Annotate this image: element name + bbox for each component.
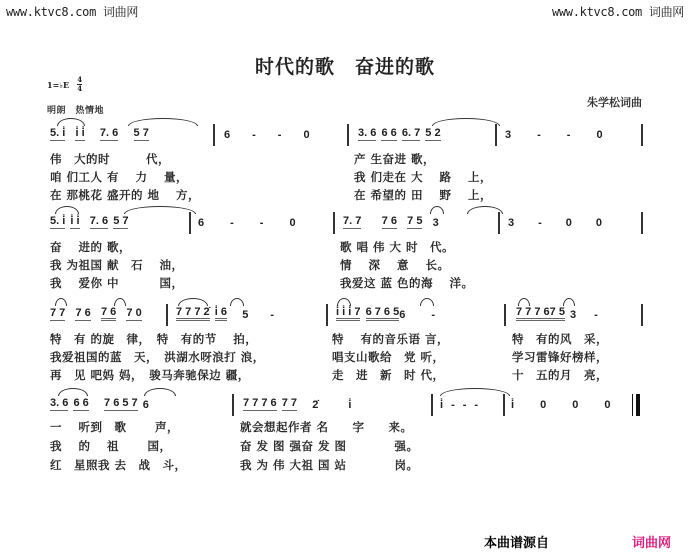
final-barline [636, 394, 640, 416]
time-signature: 4 4 [77, 75, 83, 93]
lyric-verse-2: 奋 发 图 强奋 发 图 强。 [240, 439, 419, 453]
lyric-verse-2: 我 为祖国 献 石 油， [50, 258, 184, 272]
key-label: 1=♭E [47, 79, 70, 90]
lyric-verse-3: 在 那桃花 盛开的 地 方， [50, 188, 201, 202]
measure: 5. i̇ i̇ i̇ 7. 6 5 7 [50, 215, 129, 227]
lyric-verse-3: 我爱这 蓝 色的海 洋。 [340, 276, 474, 290]
measure: 7 7 7 6 7 7 2̇ i̇ [243, 397, 352, 411]
lyric-verse-1: 伟 大的时 代， [50, 152, 170, 166]
lyric-verse-3: 红 星照我 去 战 斗， [50, 458, 187, 472]
measure: 6 - - 0 [224, 129, 310, 141]
lyric-verse-1: 特 有的音乐语 言， [332, 332, 450, 346]
measure: 5. i̇ i̇ i̇ 7. 6 5 7 [50, 127, 149, 139]
measure: 7. 7 7 6 7 5 3 [343, 215, 439, 229]
lyric-verse-1: 一 听到 歌 声， [50, 420, 180, 434]
lyric-verse-3: 我 爱你 中 国， [50, 276, 184, 290]
notes-row [0, 388, 690, 416]
lyric-verse-2: 情 深 意 长。 [340, 258, 450, 272]
notes-row [0, 118, 690, 146]
score-title: 时代的歌 奋进的歌 [254, 56, 435, 78]
measure: i̇ - - - [440, 399, 479, 411]
measure: i̇ 0 0 0 [511, 399, 611, 411]
lyric-verse-3: 十 五的月 亮， [512, 368, 608, 382]
watermark-right: www.ktvc8.com 词曲网 [551, 5, 684, 19]
measure: 3. 6 6 6 6. 7 5 2 [358, 127, 441, 139]
lyric-verse-1: 歌 唱 伟 大 时 代。 [340, 240, 455, 254]
notes-row [0, 298, 690, 326]
measure: 7 7 7 2̇ i̇ 6 5 - [176, 306, 275, 321]
lyric-verse-1: 就会想起作者 名 字 来。 [240, 420, 413, 434]
lyric-verse-1: 奋 进的 歌， [50, 240, 132, 254]
lyric-verse-3: 在 希望的 田 野 上， [354, 188, 493, 202]
watermark-left: www.ktvc8.com 词曲网 [6, 5, 139, 19]
key-signature [47, 76, 82, 93]
composer-credit: 朱学松词曲 [587, 96, 642, 109]
notes-row [0, 206, 690, 234]
measure: 7 7 7 6 7 6 7 0 [50, 306, 142, 319]
lyric-verse-3: 再 见 吧妈 妈， 骏马奔驰保边 疆， [50, 368, 250, 382]
lyric-verse-3: 我 为 伟 大祖 国 站 岗。 [240, 458, 419, 472]
lyric-verse-3: 走 进 新 时 代， [332, 368, 445, 382]
lyric-verse-1: 产 生奋进 歌， [354, 152, 436, 166]
lyric-verse-1: 特 有 的旋 律， 特 有的节 拍， [50, 332, 258, 346]
lyric-verse-2: 我 的 祖 国， [50, 439, 172, 453]
lyric-verse-2: 唱支山歌给 党 听， [332, 350, 445, 364]
footer-brand-link[interactable]: 词曲网 [632, 536, 672, 551]
measure: 7 7 7 6 7 5 3 - [516, 306, 598, 321]
lyric-verse-2: 学习雷锋好榜样， [512, 350, 608, 364]
measure: 3 - 0 0 [508, 217, 603, 229]
footer-source-label: 本曲谱源自 [484, 536, 550, 551]
measure: i̇ i̇ i̇ 7 6 7 6 5 6 - [336, 306, 435, 321]
lyric-verse-2: 我爱祖国的蓝 天， 洪湖水呀浪打 浪， [50, 350, 265, 364]
measure: 3. 6 6 6 7 6 5 7 6 [50, 397, 149, 411]
measure: 3 - - 0 [505, 129, 603, 141]
lyric-verse-2: 我 们走在 大 路 上， [354, 170, 493, 184]
lyric-verse-2: 咱 们工人 有 力 量， [50, 170, 189, 184]
lyric-verse-1: 特 有的风 采， [512, 332, 608, 346]
tempo-marking: 明朗 热情地 [47, 106, 105, 116]
measure: 6 - - 0 [198, 217, 296, 229]
